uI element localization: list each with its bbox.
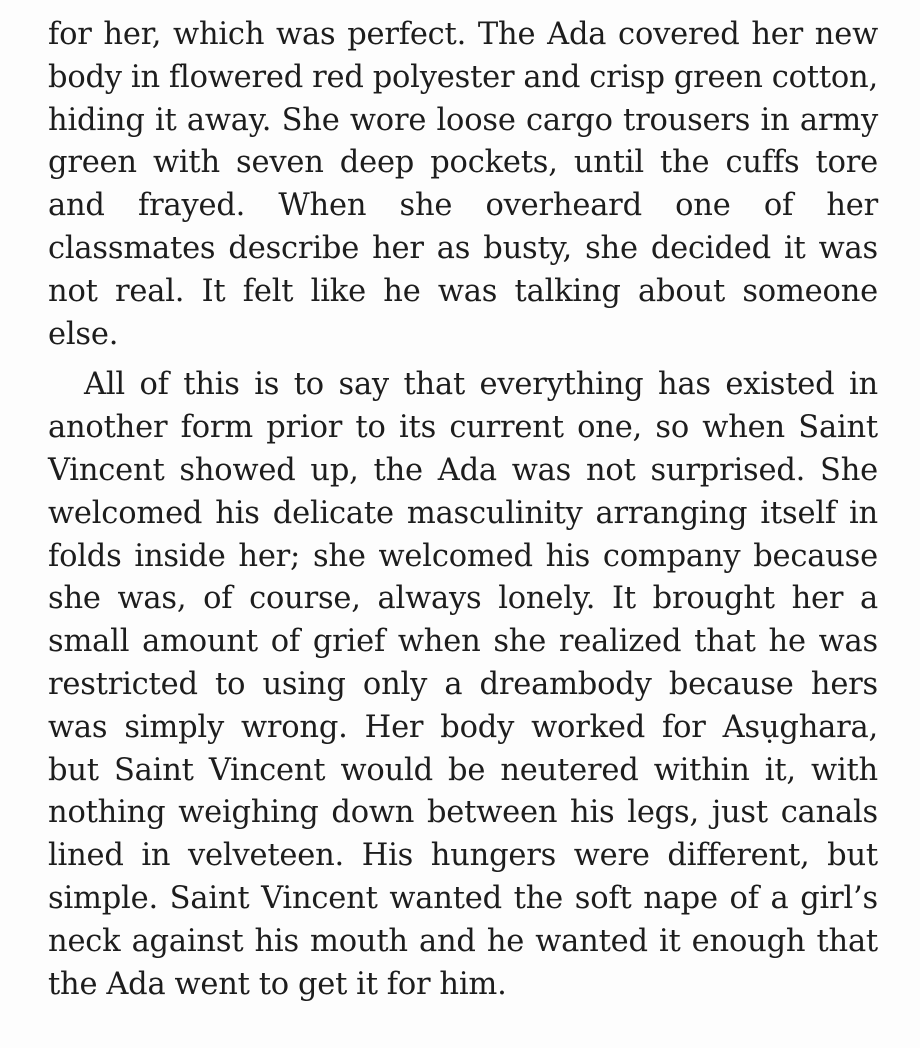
paragraph-2: All of this is to say that everything has existed in another form prior to its current one, so when Saint Vincent showed up, the Ada was not surprised. She welcomed his delicate masculinity arranging itself in folds inside her; she welcomed his company because she was, of course, always lonely. It brought her a small amount of grief when she realized that he was restricted to using only a dreambody because hers was simply wrong. Her body worked for Asụghara, but Saint Vincent would be neutered within it, with nothing weighing down between his legs, just canals lined in velveteen. His hungers were different, but simple. Saint Vincent wanted the soft nape of a girl’s neck against his mouth and he wanted it enough that the Ada went to get it for him. (48, 367, 878, 1002)
paragraph-1: for her, which was perfect. The Ada covered her new body in flowered red polyester and crisp green cotton, hiding it away. She wore loose cargo trousers in army green with seven deep pockets, until the cuffs tore and frayed. When she overheard one of her classmates describe her as busty, she decided it was not real. It felt like he was talking about someone else. (48, 17, 878, 352)
